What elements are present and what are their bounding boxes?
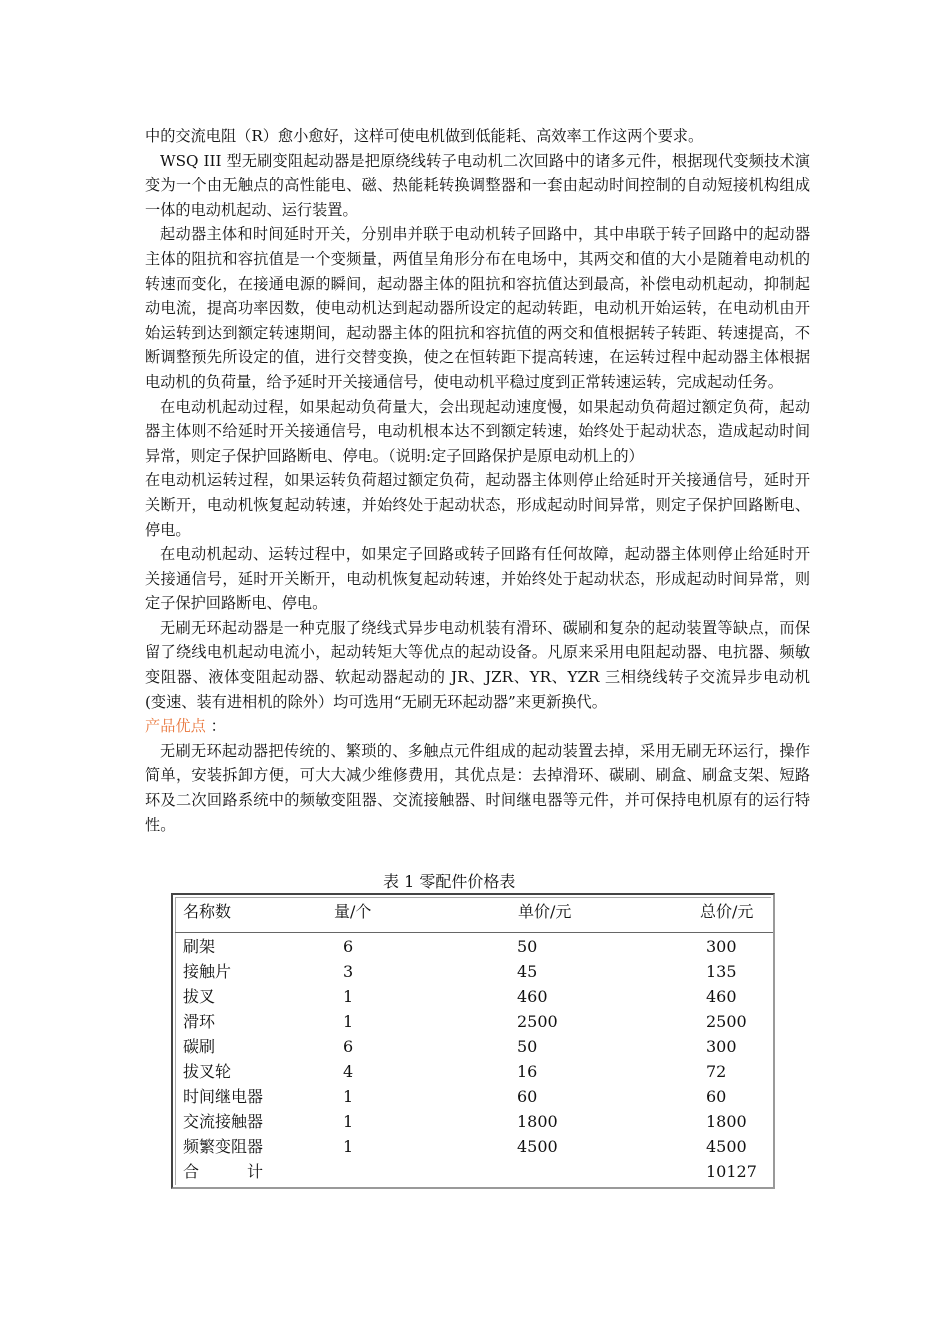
table-cell-total-price: 60 [706, 1087, 727, 1106]
table-header-quantity: 量/个 [334, 902, 372, 921]
table-cell-total-price: 460 [706, 987, 737, 1006]
table-cell-name: 滑环 [183, 1012, 216, 1031]
table-cell-name: 拔叉 [183, 987, 216, 1006]
table-cell-quantity: 1 [343, 987, 354, 1006]
table-cell-unit-price: 50 [517, 1037, 538, 1056]
advantages-heading-line [145, 714, 810, 739]
table-cell-quantity: 1 [343, 1087, 354, 1106]
table-cell-name: 接触片 [183, 962, 232, 981]
advantages-paragraph: 无刷无环起动器把传统的、繁琐的、多触点元件组成的起动装置去掉，采用无刷无环运行，操作简单，安装拆卸方便，可大大减少维修费用，其优点是：去掉滑环、碳刷、刷盒、刷盒支架、短路环及二次回路系统中的频敏变阻器、交流接触器、时间继电器等元件，并可保持电机原有的运行特性。 [145, 741, 810, 834]
table-header-unit-price: 单价/元 [518, 902, 572, 921]
table-cell-name: 时间继电器 [183, 1087, 264, 1106]
table-cell-unit-price: 60 [517, 1087, 538, 1106]
table-cell-quantity: 1 [343, 1112, 354, 1131]
table-cell-quantity: 1 [343, 1137, 354, 1156]
table-cell-name: 碳刷 [183, 1037, 216, 1056]
table-cell-total-price: 300 [706, 1037, 737, 1056]
paragraph-7: 无刷无环起动器是一种克服了绕线式异步电动机装有滑环、碳刷和复杂的起动装置等缺点，而保留了绕线电机起动电流小，起动转矩大等优点的起动设备。凡原来采用电阻起动器、电抗器、频敏变阻器、液体变阻起动器、软起动器起动的 JR、JZR、YR、YZR 三相绕线转子交流异步电动机 (变速、装有进相机的除外）均可选用“无刷无环起动器”来更新换代。 [145, 618, 810, 711]
table-cell-name: 频繁变阻器 [183, 1137, 264, 1156]
table-cell-name: 拔叉轮 [183, 1062, 232, 1081]
table-caption: 表 1 零配件价格表 [383, 872, 516, 891]
advantages-heading: 产品优点 [145, 717, 206, 736]
table-header-name: 名称数 [183, 902, 232, 921]
table-cell-quantity: 1 [343, 1012, 354, 1031]
table-cell-unit-price: 2500 [517, 1012, 558, 1031]
price-table [171, 893, 775, 1189]
table-total-value: 10127 [706, 1162, 757, 1181]
table-cell-total-price: 72 [706, 1062, 727, 1081]
table-cell-name: 刷架 [183, 937, 216, 956]
document-body [145, 124, 810, 837]
advantages-colon: ： [210, 717, 226, 736]
paragraph-5: 在电动机运转过程，如果运转负荷超过额定负荷，起动器主体则停止给延时开关接通信号，延时开关断开，电动机恢复起动转速，并始终处于起动状态，形成起动时间异常，则定子保护回路断电、停电。 [145, 471, 810, 539]
table-cell-total-price: 4500 [706, 1137, 747, 1156]
table-cell-total-price: 1800 [706, 1112, 747, 1131]
table-cell-quantity: 6 [343, 1037, 354, 1056]
table-total-label: 合 计 [183, 1162, 264, 1181]
table-header-divider [175, 932, 773, 933]
table-cell-unit-price: 1800 [517, 1112, 558, 1131]
table-cell-total-price: 2500 [706, 1012, 747, 1031]
table-cell-quantity: 4 [343, 1062, 354, 1081]
paragraph-2: WSQ III 型无刷变阻起动器是把原绕线转子电动机二次回路中的诸多元件，根据现代变频技术演变为一个由无触点的高性能电、磁、热能耗转换调整器和一套由起动时间控制的自动短接机构组成一体的电动机起动、运行装置。 [145, 151, 810, 219]
table-cell-unit-price: 45 [517, 962, 538, 981]
table-header-total-price: 总价/元 [700, 902, 754, 921]
table-cell-unit-price: 460 [517, 987, 548, 1006]
table-cell-unit-price: 50 [517, 937, 538, 956]
table-cell-unit-price: 16 [517, 1062, 538, 1081]
table-inner-frame [175, 897, 771, 1185]
table-cell-total-price: 300 [706, 937, 737, 956]
table-cell-total-price: 135 [706, 962, 737, 981]
paragraph-4: 在电动机起动过程，如果起动负荷量大，会出现起动速度慢，如果起动负荷超过额定负荷，起动器主体则不给延时开关接通信号，电动机根本达不到额定转速，始终处于起动状态，造成起动时间异常，则定子保护回路断电、停电。（说明:定子回路保护是原电动机上的） [145, 397, 810, 465]
table-cell-quantity: 3 [343, 962, 354, 981]
table-cell-name: 交流接触器 [183, 1112, 264, 1131]
table-cell-quantity: 6 [343, 937, 354, 956]
paragraph-3: 起动器主体和时间延时开关，分别串并联于电动机转子回路中，其中串联于转子回路中的起动器主体的阻抗和容抗值是一个变频量，两值呈角形分布在电场中，其两交和值的大小是随着电动机的转速而变化，在接通电源的瞬间，起动器主体的阻抗和容抗值达到最高，补偿电动机起动，抑制起动电流，提高功率因数，使电动机达到起动器所设定的起动转距，电动机开始运转，在电动机由开始运转到达到额定转速期间，起动器主体的阻抗和容抗值的两交和值根据转子转距、转速提高，不断调整预先所设定的值，进行交替变换，使之在恒转距下提高转速，在运转过程中起动器主体根据电动机的负荷量，给予延时开关接通信号，使电动机平稳过度到正常转速运转，完成起动任务。 [145, 225, 810, 391]
paragraph-6: 在电动机起动、运转过程中，如果定子回路或转子回路有任何故障，起动器主体则停止给延时开关接通信号，延时开关断开，电动机恢复起动转速，并始终处于起动状态，形成起动时间异常，则定子保护回路断电、停电。 [145, 545, 810, 613]
paragraph-1: 中的交流电阻（R）愈小愈好，这样可使电机做到低能耗、高效率工作这两个要求。 [145, 127, 704, 145]
table-cell-unit-price: 4500 [517, 1137, 558, 1156]
